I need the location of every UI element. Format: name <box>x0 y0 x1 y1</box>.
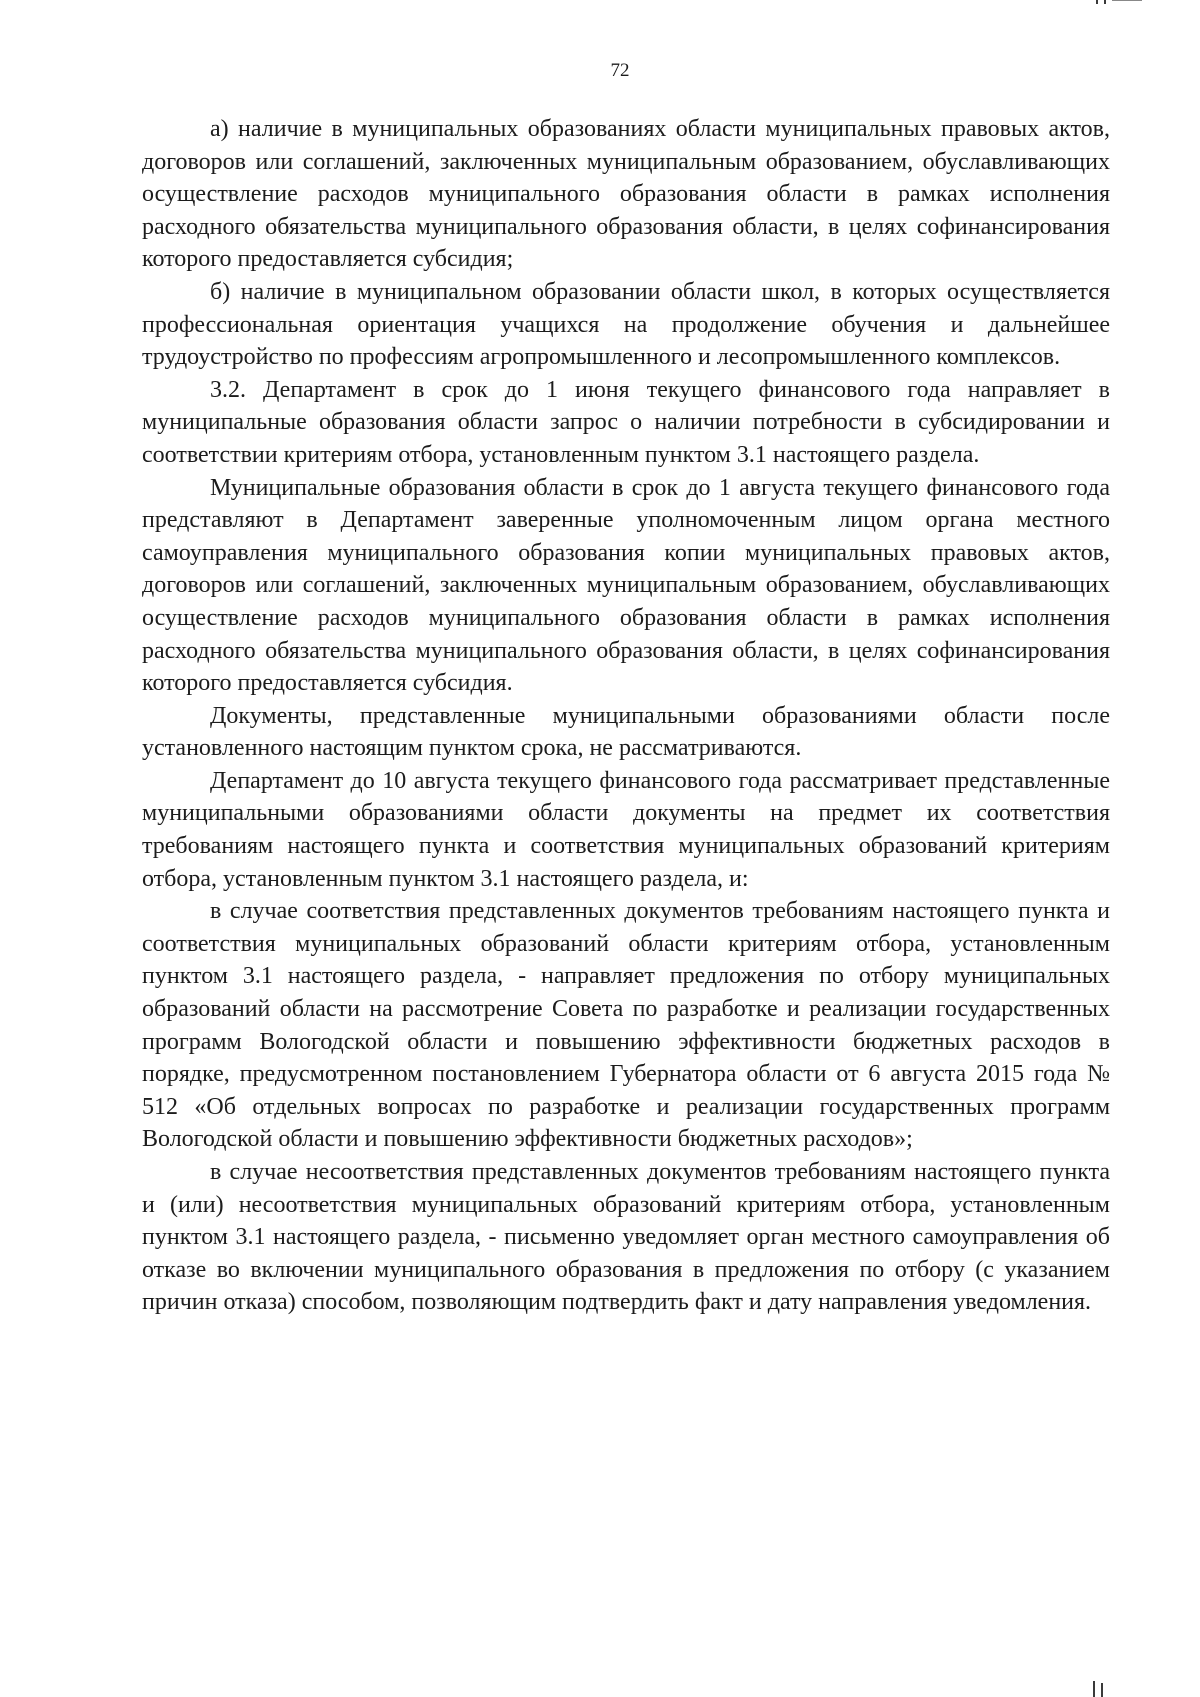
paragraph-case-noncompliance: в случае несоответствия представленных документов требованиям настоящего пункта и (или) несоответствия муниципальных образований критериям отбора, установленным пунктом 3.1 настоящего раздела, - письменно уведомляет орган местного самоуправления об отказе во включении муниципального образования в предложения по отбору (с указанием причин отказа) способом, позволяющим подтвердить факт и дату направления уведомления. <box>142 1159 1110 1316</box>
paragraph-case-compliance: в случае соответствия представленных документов требованиям настоящего пункта и соответствия муниципальных образований области критериям отбора, установленным пунктом 3.1 настоящего раздела, - направляет предложения по отбору муниципальных образований области на рассмотрение Совета по разработке и реализации государственных программ Вологодской области и повышению эффективности бюджетных расходов в порядке, предусмотренном постановлением Губернатора области от 6 августа 2015 года № 512 «Об отдельных вопросах по разработке и реализации государственных программ Вологодской области и повышению эффективности бюджетных расходов»; <box>142 898 1110 1153</box>
scan-edge-mark <box>1112 0 1142 1</box>
scan-edge-mark <box>1101 1683 1103 1697</box>
scan-edge-mark <box>1104 0 1106 4</box>
paragraph-clause-3-2: 3.2. Департамент в срок до 1 июня текущего финансового года направляет в муниципальные образования области запрос о наличии потребности в субсидировании и соответствии критериям отбора, установленным пунктом 3.1 настоящего раздела. <box>142 376 1110 468</box>
paragraph-municipal-submission: Муниципальные образования области в срок до 1 августа текущего финансового года представляют в Департамент заверенные уполномоченным лицом органа местного самоуправления муниципального образования копии муниципальных правовых актов, договоров или соглашений, заключенных муниципальным образованием, обуславливающих осуществление расходов муниципального образования области в рамках исполнения расходного обязательства муниципального образования области, в целях софинансирования которого предоставляется субсидия. <box>142 474 1110 697</box>
page-number: 72 <box>610 60 630 81</box>
paragraph-criterion-a: а) наличие в муниципальных образованиях области муниципальных правовых актов, договоров или соглашений, заключенных муниципальным образованием, обуславливающих осуществление расходов муниципального образования области в рамках исполнения расходного обязательства муниципального образования области, в целях софинансирования которого предоставляется субсидия; <box>142 116 1110 273</box>
document-body <box>142 113 1110 1319</box>
paragraph-criterion-b: б) наличие в муниципальном образовании области школ, в которых осуществляется профессиональная ориентация учащихся на продолжение обучения и дальнейшее трудоустройство по профессиям агропромышленного и лесопромышленного комплексов. <box>142 278 1110 371</box>
paragraph-department-review: Департамент до 10 августа текущего финансового года рассматривает представленные муниципальными образованиями области документы на предмет их соответствия требованиям настоящего пункта и соответствия муниципальных образований критериям отбора, установленным пунктом 3.1 настоящего раздела, и: <box>142 767 1110 892</box>
scan-edge-mark <box>1096 0 1098 4</box>
paragraph-late-documents: Документы, представленные муниципальными образованиями области после установленного настоящим пунктом срока, не рассматриваются. <box>142 702 1110 762</box>
scan-edge-mark <box>1093 1681 1095 1697</box>
